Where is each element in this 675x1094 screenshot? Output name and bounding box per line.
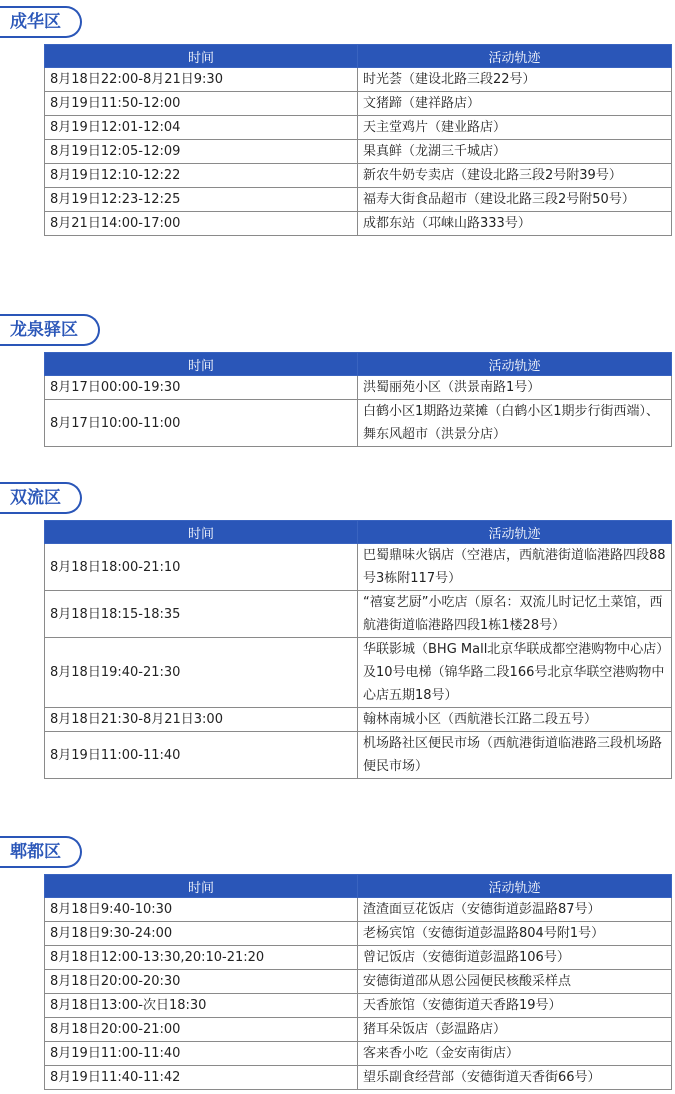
district-title: 郫都区 bbox=[10, 842, 61, 862]
header-track: 活动轨迹 bbox=[358, 521, 672, 544]
place-cell: 翰林南城小区（西航港长江路二段五号） bbox=[358, 708, 672, 732]
place-cell: 曾记饭店（安德街道彭温路106号） bbox=[358, 946, 672, 970]
header-time: 时间 bbox=[45, 875, 358, 898]
table-row bbox=[45, 164, 672, 188]
place-cell: 安德街道邵从恩公园便民核酸采样点 bbox=[358, 970, 672, 994]
place-cell: 文猪蹄（建祥路店） bbox=[358, 92, 672, 116]
table-header-row bbox=[45, 45, 672, 68]
time-cell: 8月19日12:10-12:22 bbox=[45, 164, 358, 188]
time-cell: 8月18日9:40-10:30 bbox=[45, 898, 358, 922]
track-table bbox=[44, 874, 672, 1090]
table-row bbox=[45, 544, 672, 591]
table-row bbox=[45, 708, 672, 732]
district-title: 双流区 bbox=[10, 488, 61, 508]
place-cell: 猪耳朵饭店（彭温路店） bbox=[358, 1018, 672, 1042]
time-cell: 8月17日00:00-19:30 bbox=[45, 376, 358, 400]
header-track: 活动轨迹 bbox=[358, 45, 672, 68]
table-row bbox=[45, 970, 672, 994]
place-cell: 福寿大街食品超市（建设北路三段2号附50号） bbox=[358, 188, 672, 212]
place-cell: 白鹤小区1期路边菜摊（白鹤小区1期步行街西端）、舞东风超市（洪景分店） bbox=[358, 400, 672, 447]
place-cell: 新农牛奶专卖店（建设北路三段2号附39号） bbox=[358, 164, 672, 188]
track-table bbox=[44, 520, 672, 779]
header-track: 活动轨迹 bbox=[358, 875, 672, 898]
header-time: 时间 bbox=[45, 45, 358, 68]
table-row bbox=[45, 1066, 672, 1090]
table-row bbox=[45, 922, 672, 946]
place-cell: 时光荟（建设北路三段22号） bbox=[358, 68, 672, 92]
table-row bbox=[45, 946, 672, 970]
table-row bbox=[45, 1018, 672, 1042]
time-cell: 8月19日12:01-12:04 bbox=[45, 116, 358, 140]
table-row bbox=[45, 1042, 672, 1066]
place-cell: 华联影城（BHG Mall北京华联成都空港购物中心店）及10号电梯（锦华路二段166号北京华联空港购物中心店五期18号） bbox=[358, 638, 672, 708]
table-row bbox=[45, 68, 672, 92]
district-badge bbox=[0, 314, 100, 346]
place-cell: 天香旅馆（安德街道天香路19号） bbox=[358, 994, 672, 1018]
table-row bbox=[45, 116, 672, 140]
table-header-row bbox=[45, 353, 672, 376]
table-row bbox=[45, 92, 672, 116]
district-title: 龙泉驿区 bbox=[10, 320, 78, 340]
time-cell: 8月21日14:00-17:00 bbox=[45, 212, 358, 236]
time-cell: 8月19日12:05-12:09 bbox=[45, 140, 358, 164]
place-cell: 巴蜀鼎味火锅店（空港店，西航港街道临港路四段88号3栋附117号） bbox=[358, 544, 672, 591]
table-row bbox=[45, 732, 672, 779]
table-header-row bbox=[45, 875, 672, 898]
table-row bbox=[45, 212, 672, 236]
time-cell: 8月18日22:00-8月21日9:30 bbox=[45, 68, 358, 92]
place-cell: 洪蜀丽苑小区（洪景南路1号） bbox=[358, 376, 672, 400]
header-time: 时间 bbox=[45, 353, 358, 376]
table-row bbox=[45, 188, 672, 212]
place-cell: 果真鲜（龙湖三千城店） bbox=[358, 140, 672, 164]
time-cell: 8月17日10:00-11:00 bbox=[45, 400, 358, 447]
track-table bbox=[44, 44, 672, 236]
table-row bbox=[45, 591, 672, 638]
time-cell: 8月18日9:30-24:00 bbox=[45, 922, 358, 946]
district-badge bbox=[0, 836, 82, 868]
place-cell: 望乐副食经营部（安德街道天香街66号） bbox=[358, 1066, 672, 1090]
time-cell: 8月19日12:23-12:25 bbox=[45, 188, 358, 212]
table-row bbox=[45, 400, 672, 447]
time-cell: 8月19日11:00-11:40 bbox=[45, 1042, 358, 1066]
district-badge bbox=[0, 482, 82, 514]
table-header-row bbox=[45, 521, 672, 544]
header-time: 时间 bbox=[45, 521, 358, 544]
time-cell: 8月19日11:00-11:40 bbox=[45, 732, 358, 779]
place-cell: 客来香小吃（金安南街店） bbox=[358, 1042, 672, 1066]
header-track: 活动轨迹 bbox=[358, 353, 672, 376]
district-badge bbox=[0, 6, 82, 38]
place-cell: 老杨宾馆（安德街道彭温路804号附1号） bbox=[358, 922, 672, 946]
place-cell: 天主堂鸡片（建业路店） bbox=[358, 116, 672, 140]
table-row bbox=[45, 638, 672, 708]
place-cell: 渣渣面豆花饭店（安德街道彭温路87号） bbox=[358, 898, 672, 922]
table-row bbox=[45, 376, 672, 400]
time-cell: 8月18日12:00-13:30,20:10-21:20 bbox=[45, 946, 358, 970]
place-cell: 机场路社区便民市场（西航港街道临港路三段机场路便民市场） bbox=[358, 732, 672, 779]
time-cell: 8月18日18:15-18:35 bbox=[45, 591, 358, 638]
track-table bbox=[44, 352, 672, 447]
time-cell: 8月18日18:00-21:10 bbox=[45, 544, 358, 591]
time-cell: 8月19日11:40-11:42 bbox=[45, 1066, 358, 1090]
time-cell: 8月18日19:40-21:30 bbox=[45, 638, 358, 708]
place-cell: “禧宴艺厨”小吃店（原名：双流儿时记忆土菜馆，西航港街道临港路四段1栋1楼28号） bbox=[358, 591, 672, 638]
table-row bbox=[45, 994, 672, 1018]
time-cell: 8月18日13:00-次日18:30 bbox=[45, 994, 358, 1018]
time-cell: 8月18日20:00-21:00 bbox=[45, 1018, 358, 1042]
district-title: 成华区 bbox=[10, 12, 61, 32]
table-row bbox=[45, 898, 672, 922]
time-cell: 8月18日20:00-20:30 bbox=[45, 970, 358, 994]
place-cell: 成都东站（邛崃山路333号） bbox=[358, 212, 672, 236]
time-cell: 8月19日11:50-12:00 bbox=[45, 92, 358, 116]
time-cell: 8月18日21:30-8月21日3:00 bbox=[45, 708, 358, 732]
table-row bbox=[45, 140, 672, 164]
